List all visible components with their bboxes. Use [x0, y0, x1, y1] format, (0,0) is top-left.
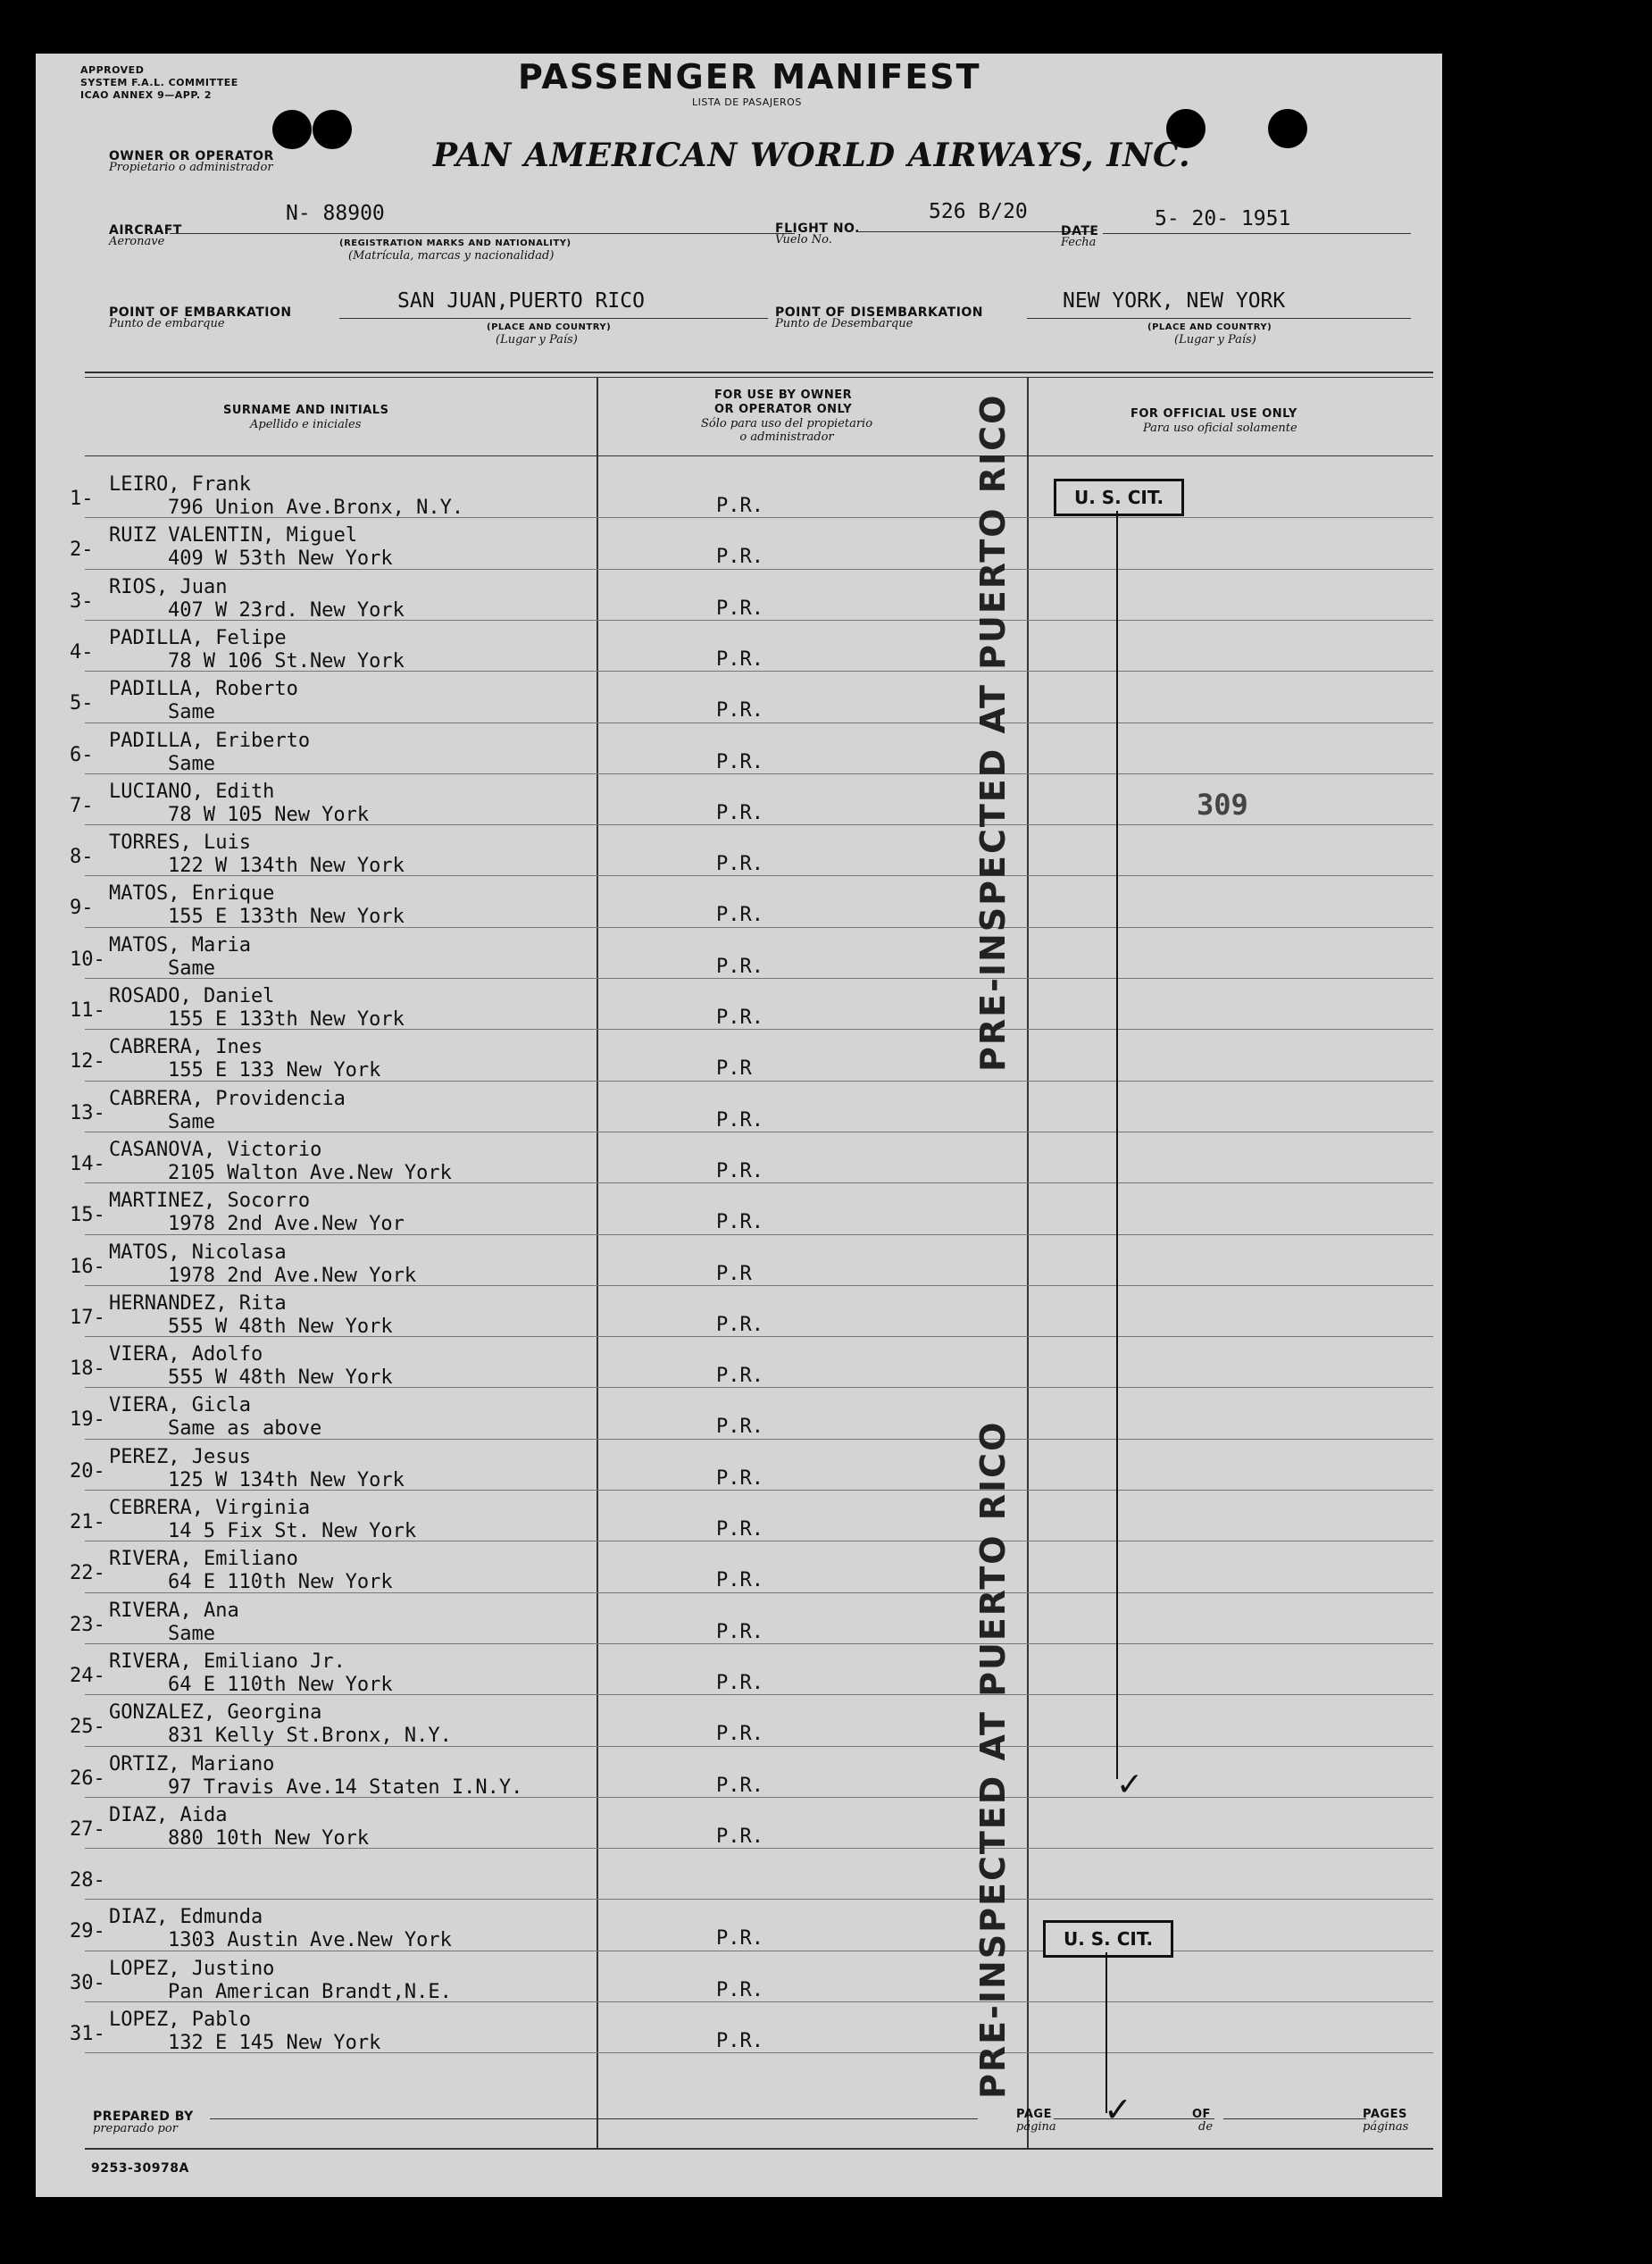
- passenger-name: MARTINEZ, Socorro: [109, 1190, 311, 1213]
- origin-mark: P.R.: [716, 1365, 763, 1388]
- row-number: 14-: [70, 1152, 105, 1175]
- row-number: 4-: [70, 640, 94, 664]
- passenger-name: RIOS, Juan: [109, 575, 228, 598]
- row-number: 15-: [70, 1204, 105, 1227]
- passenger-address: 122 W 134th New York: [168, 855, 405, 878]
- passenger-address: 407 W 23rd. New York: [168, 598, 405, 622]
- passenger-name: PEREZ, Jesus: [109, 1445, 251, 1468]
- pre-inspected-stamp: PRE-INSPECTED AT PUERTO RICO: [973, 1420, 1013, 2099]
- passenger-name: MATOS, Maria: [109, 933, 251, 957]
- embark-label-es: Punto de embarque: [109, 317, 225, 330]
- official-count: 309: [1197, 788, 1248, 822]
- passenger-name: TORRES, Luis: [109, 831, 251, 855]
- row-number: 3-: [70, 589, 94, 613]
- manifest-sheet: [36, 54, 1442, 2197]
- row-number: 16-: [70, 1255, 105, 1278]
- passenger-name: ORTIZ, Mariano: [109, 1752, 275, 1775]
- row-number: 18-: [70, 1358, 105, 1381]
- passenger-name: LOPEZ, Justino: [109, 1957, 275, 1980]
- page-label: PAGE: [1016, 2108, 1052, 2121]
- passenger-address: 64 E 110th New York: [168, 1571, 393, 1594]
- us-citizen-stamp: U. S. CIT.: [1054, 479, 1184, 516]
- passenger-address: 78 W 105 New York: [168, 803, 370, 826]
- row-number: 30-: [70, 1971, 105, 1994]
- passenger-address: 796 Union Ave.Bronx, N.Y.: [168, 497, 464, 519]
- row-number: 17-: [70, 1306, 105, 1329]
- passenger-address: 555 W 48th New York: [168, 1366, 393, 1390]
- registration-label: (REGISTRATION MARKS AND NATIONALITY): [339, 238, 572, 248]
- registration-label-es: (Matrícula, marcas y nacionalidad): [348, 249, 555, 263]
- origin-mark: P.R.: [716, 1569, 763, 1592]
- origin-mark: P.R.: [716, 904, 763, 927]
- check-mark-icon: ✓: [1104, 2090, 1132, 2129]
- passenger-address: 880 10th New York: [168, 1826, 370, 1850]
- row-number: 10-: [70, 948, 105, 971]
- passenger-name: VIERA, Adolfo: [109, 1343, 263, 1366]
- passenger-address: 155 E 133th New York: [168, 1008, 405, 1031]
- passenger-name: RIVERA, Emiliano Jr.: [109, 1650, 346, 1673]
- disembark-place-label-es: (Lugar y País): [1174, 333, 1256, 347]
- passenger-address: Same: [168, 957, 215, 980]
- passenger-address: 155 E 133 New York: [168, 1059, 381, 1082]
- passenger-name: LUCIANO, Edith: [109, 780, 275, 803]
- origin-mark: P.R.: [716, 1723, 763, 1746]
- origin-mark: P.R.: [716, 1313, 763, 1336]
- origin-mark: P.R.: [716, 1774, 763, 1797]
- page-title-es: LISTA DE PASAJEROS: [692, 96, 802, 108]
- row-number: 27-: [70, 1817, 105, 1841]
- passenger-address: Same: [168, 1110, 215, 1133]
- passenger-name: DIAZ, Edmunda: [109, 1906, 263, 1929]
- check-mark-icon: ✓: [1116, 1767, 1144, 1803]
- passenger-address: 409 W 53th New York: [168, 547, 393, 571]
- prepared-label-es: preparado por: [93, 2122, 178, 2135]
- of-label-es: de: [1198, 2120, 1214, 2134]
- passenger-address: Same: [168, 752, 215, 775]
- row-number: 31-: [70, 2023, 105, 2045]
- passenger-name: LEIRO, Frank: [109, 473, 251, 496]
- origin-mark: P.R.: [716, 853, 763, 876]
- col-owner-use-es: Sólo para uso del propietario o administrador: [701, 417, 873, 444]
- row-number: 19-: [70, 1408, 105, 1432]
- embark-place-label: (PLACE AND COUNTRY): [487, 322, 612, 332]
- flight-no-label-es: Vuelo No.: [775, 233, 832, 246]
- row-number: 23-: [70, 1613, 105, 1636]
- passenger-name: HERNANDEZ, Rita: [109, 1291, 287, 1315]
- passenger-name: CASANOVA, Victorio: [109, 1138, 322, 1161]
- passenger-address: 831 Kelly St.Bronx, N.Y.: [168, 1725, 452, 1748]
- row-number: 24-: [70, 1664, 105, 1687]
- origin-mark: P.R.: [716, 597, 763, 620]
- embark-place-label-es: (Lugar y País): [496, 333, 578, 347]
- passenger-address: Pan American Brandt,N.E.: [168, 1980, 452, 2003]
- passenger-address: 1978 2nd Ave.New York: [168, 1264, 417, 1287]
- passenger-address: Same: [168, 1622, 215, 1645]
- row-number: 29-: [70, 1920, 105, 1943]
- col-official-es: Para uso oficial solamente: [1143, 422, 1297, 435]
- col-surname-es: Apellido e iniciales: [250, 418, 362, 431]
- origin-mark: P.R.: [716, 1671, 763, 1694]
- origin-mark: P.R.: [716, 750, 763, 773]
- col-surname: SURNAME AND INITIALS: [223, 404, 389, 417]
- aircraft-value: N- 88900: [286, 202, 385, 225]
- passenger-address: 2105 Walton Ave.New York: [168, 1161, 452, 1184]
- origin-mark: P.R.: [716, 955, 763, 978]
- disembark-label: POINT OF DISEMBARKATION: [775, 305, 984, 320]
- col-official: FOR OFFICIAL USE ONLY: [1131, 407, 1297, 421]
- aircraft-label-es: Aeronave: [109, 235, 165, 248]
- passenger-address: 125 W 134th New York: [168, 1468, 405, 1491]
- row-number: 1-: [70, 488, 94, 510]
- pre-inspected-stamp: PRE-INSPECTED AT PUERTO RICO: [973, 393, 1013, 1072]
- passenger-name: RIVERA, Ana: [109, 1599, 239, 1622]
- row-number: 26-: [70, 1767, 105, 1790]
- punch-hole: [272, 110, 312, 149]
- origin-mark: P.R.: [716, 647, 763, 671]
- passenger-name: PADILLA, Felipe: [109, 626, 287, 649]
- row-number: 9-: [70, 897, 94, 920]
- origin-mark: P.R.: [716, 699, 763, 723]
- origin-mark: P.R.: [716, 1007, 763, 1029]
- origin-mark: P.R.: [716, 1466, 763, 1490]
- origin-mark: P.R.: [716, 801, 763, 824]
- punch-hole: [313, 110, 352, 149]
- disembark-label-es: Punto de Desembarque: [775, 317, 914, 330]
- row-number: 25-: [70, 1716, 105, 1739]
- passenger-name: MATOS, Enrique: [109, 882, 275, 906]
- disembark-place-label: (PLACE AND COUNTRY): [1147, 322, 1272, 332]
- row-number: 22-: [70, 1562, 105, 1585]
- owner-label: OWNER OR OPERATOR: [109, 149, 274, 163]
- passenger-address: 78 W 106 St.New York: [168, 649, 405, 673]
- passenger-address: Same: [168, 701, 215, 724]
- pages-label: PAGES: [1363, 2108, 1407, 2121]
- origin-mark: P.R: [716, 1262, 752, 1285]
- row-number: 6-: [70, 743, 94, 766]
- date-label-es: Fecha: [1061, 236, 1097, 249]
- prepared-label: PREPARED BY: [93, 2109, 194, 2124]
- embark-value: SAN JUAN,PUERTO RICO: [397, 289, 645, 313]
- origin-mark: P.R.: [716, 2030, 763, 2052]
- passenger-name: CABRERA, Ines: [109, 1036, 263, 1059]
- passenger-name: DIAZ, Aida: [109, 1803, 228, 1826]
- passenger-name: PADILLA, Eriberto: [109, 729, 311, 752]
- approved-note: APPROVED SYSTEM F.A.L. COMMITTEE ICAO ANNEX 9—APP. 2: [80, 64, 238, 101]
- passenger-name: ROSADO, Daniel: [109, 985, 275, 1007]
- flight-no-value: 526 B/20: [929, 200, 1028, 223]
- passenger-address: 555 W 48th New York: [168, 1315, 393, 1338]
- passenger-name: RIVERA, Emiliano: [109, 1548, 298, 1571]
- row-number: 20-: [70, 1459, 105, 1483]
- origin-mark: P.R.: [716, 1825, 763, 1848]
- passenger-name: MATOS, Nicolasa: [109, 1241, 287, 1264]
- passenger-address: Same as above: [168, 1417, 322, 1441]
- pages-label-es: páginas: [1363, 2120, 1409, 2134]
- passenger-name: VIERA, Gicla: [109, 1394, 251, 1417]
- airline-name: PAN AMERICAN WORLD AIRWAYS, INC.: [433, 137, 1191, 174]
- origin-mark: P.R.: [716, 1416, 763, 1439]
- passenger-name: LOPEZ, Pablo: [109, 2009, 251, 2031]
- disembark-value: NEW YORK, NEW YORK: [1063, 289, 1286, 313]
- passenger-address: 64 E 110th New York: [168, 1673, 393, 1696]
- origin-mark: P.R.: [716, 1620, 763, 1643]
- row-number: 28-: [70, 1869, 105, 1892]
- form-number: 9253-30978A: [91, 2161, 189, 2176]
- row-number: 8-: [70, 846, 94, 869]
- flight-no-label: FLIGHT NO.: [775, 221, 860, 236]
- row-number: 21-: [70, 1511, 105, 1533]
- passenger-address: 97 Travis Ave.14 Staten I.N.Y.: [168, 1775, 523, 1799]
- punch-hole: [1268, 109, 1307, 148]
- page-title: PASSENGER MANIFEST: [518, 57, 981, 96]
- passenger-name: RUIZ VALENTIN, Miguel: [109, 524, 358, 547]
- origin-mark: P.R.: [716, 1108, 763, 1132]
- origin-mark: P.R.: [716, 495, 763, 517]
- passenger-name: CABRERA, Providencia: [109, 1087, 346, 1110]
- aircraft-label: AIRCRAFT: [109, 223, 182, 238]
- date-label: DATE: [1061, 224, 1099, 238]
- passenger-address: 1303 Austin Ave.New York: [168, 1929, 452, 1952]
- row-number: 11-: [70, 999, 105, 1022]
- origin-mark: P.R.: [716, 546, 763, 569]
- of-label: OF: [1192, 2108, 1211, 2121]
- row-number: 5-: [70, 692, 94, 715]
- row-number: 2-: [70, 539, 94, 562]
- passenger-address: 155 E 133th New York: [168, 906, 405, 929]
- passenger-address: 1978 2nd Ave.New Yor: [168, 1213, 405, 1236]
- owner-label-es: Propietario o administrador: [109, 161, 273, 174]
- origin-mark: P.R: [716, 1057, 752, 1081]
- page-label-es: página: [1016, 2120, 1056, 2134]
- origin-mark: P.R.: [716, 1978, 763, 2001]
- date-value: 5- 20- 1951: [1155, 207, 1291, 230]
- origin-mark: P.R.: [716, 1159, 763, 1182]
- passenger-name: PADILLA, Roberto: [109, 678, 298, 701]
- origin-mark: P.R.: [716, 1927, 763, 1951]
- us-citizen-stamp: U. S. CIT.: [1043, 1920, 1173, 1958]
- embark-label: POINT OF EMBARKATION: [109, 305, 292, 320]
- passenger-name: CEBRERA, Virginia: [109, 1497, 311, 1519]
- col-owner-use: FOR USE BY OWNER OR OPERATOR ONLY: [714, 388, 853, 416]
- passenger-address: 14 5 Fix St. New York: [168, 1520, 417, 1542]
- passenger-address: 132 E 145 New York: [168, 2032, 381, 2054]
- origin-mark: P.R.: [716, 1518, 763, 1541]
- passenger-name: GONZALEZ, Georgina: [109, 1701, 322, 1725]
- origin-mark: P.R.: [716, 1211, 763, 1234]
- row-number: 12-: [70, 1050, 105, 1074]
- row-number: 7-: [70, 794, 94, 817]
- row-number: 13-: [70, 1101, 105, 1124]
